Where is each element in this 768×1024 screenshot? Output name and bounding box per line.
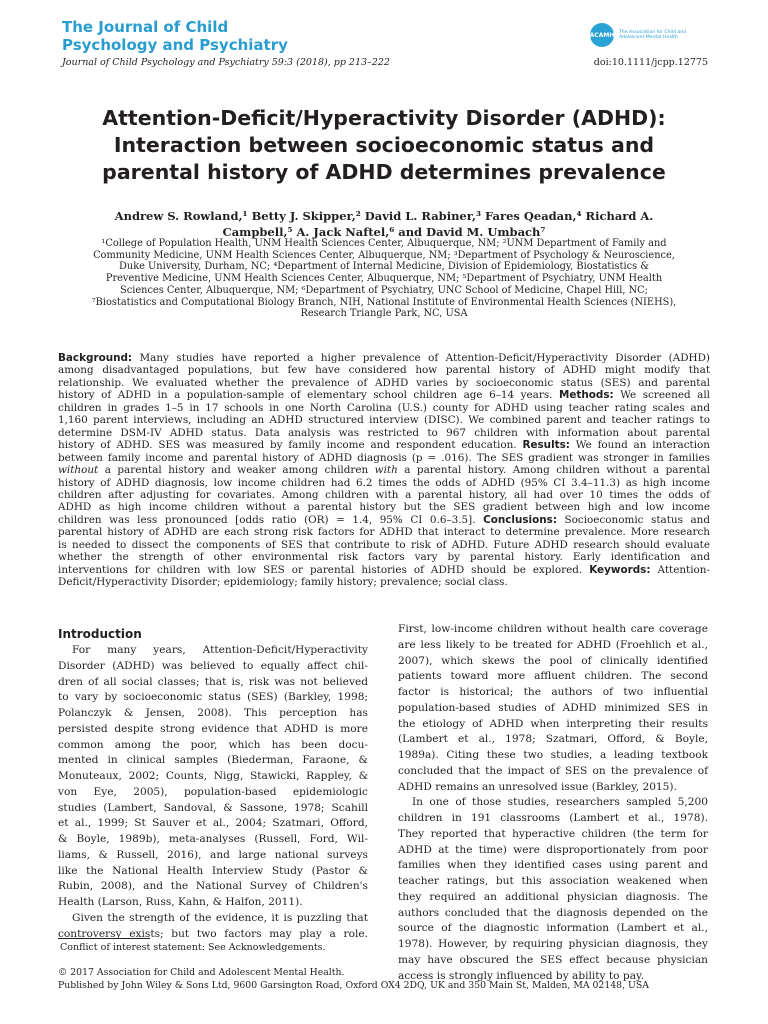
- journal-name: [62, 18, 288, 54]
- abstract-line: 1,160 parent interviews, including an ADHD structured interview (DISC). We combined parent and teacher ratings to: [58, 414, 710, 427]
- acamh-logo: [590, 22, 700, 48]
- affiliation-line: Preventive Medicine, UNM Health Sciences Center, Albuquerque, NM; ⁵Department of Psychiatry, UNM Health: [105, 273, 663, 285]
- body-line: mented in clinical samples (Biederman, Faraone, &: [58, 754, 368, 767]
- body-line: 1989a). Citing these two studies, a leading textbook: [398, 749, 708, 761]
- body-line: 1978). However, by requiring physician diagnosis, they: [398, 938, 708, 950]
- abstract-line: among disadvantaged populations, but few have considered how parental history of ADHD might modify that: [58, 364, 710, 377]
- abstract-line: interventions for children with low SES or parental histories of ADHD should be explored. Keywords: Attention-: [58, 563, 711, 576]
- abstract-line: whether the strength of other environmental risk factors vary by parental history. Early identification and: [58, 551, 710, 564]
- body-line: 2007), which skews the pool of clinically identified: [398, 654, 708, 667]
- affiliations: [56, 238, 712, 320]
- background-label: Background:: [58, 352, 133, 364]
- abstract-line: history of ADHD in a population-sample of elementary school children age 6–14 years. Methods: We screened all: [58, 389, 710, 402]
- acamh-logo-icon: ACAMH: [590, 23, 614, 47]
- affiliation-line: Duke University, Durham, NC; ⁴Department of Internal Medicine, Division of Epidemiology, Biostatistics &: [119, 261, 649, 273]
- copyright-line: © 2017 Association for Child and Adolescent Mental Health.: [58, 967, 345, 978]
- abstract-line: children in grades 1–5 in 17 schools in one North Carolina (U.S.) county for ADHD using teacher rating scales and: [58, 401, 710, 414]
- body-line: may have obscured the SES effect because physician: [398, 953, 708, 966]
- results-label: Results:: [522, 439, 570, 452]
- affiliation-line: Community Medicine, UNM Health Sciences Center, Albuquerque, NM; ³Department of Psychology & Neuroscience,: [93, 249, 675, 261]
- body-line: studies (Lambert, Sandoval, & Sassone, 1978; Scahill: [58, 801, 368, 814]
- copyright-block: [58, 967, 649, 992]
- affiliation-line: ⁷Biostatistics and Computational Biology Branch, NIH, National Institute of Environmental Health Sciences (NIEHS),: [91, 296, 677, 308]
- abstract-line: relationship. We evaluated whether the prevalence of ADHD varies by socioeconomic status (SES) and parental: [58, 376, 710, 389]
- body-line: ADHD remains an unresolved issue (Barkley, 2015).: [398, 780, 677, 793]
- body-line: Disorder (ADHD) was believed to equally affect chil-: [58, 659, 368, 672]
- body-line: access is strongly influenced by ability to pay.: [398, 969, 644, 982]
- body-line: controversy exists; but two factors may play a role.: [58, 927, 368, 940]
- body-line: dren of all social classes; that is, risk was not believed: [58, 675, 368, 688]
- body-line: they required an additional physician diagnosis. The: [398, 890, 708, 903]
- body-line: They reported that hyperactive children (the term for: [398, 827, 708, 840]
- affiliation-line: Research Triangle Park, NC, USA: [300, 308, 468, 320]
- conflict-of-interest-note: Conflict of interest statement: See Acknowledgements.: [60, 942, 326, 953]
- section-heading-introduction: Introduction: [58, 627, 142, 641]
- abstract-line: children was less pronounced [odds ratio (OR) = 1.4, 95% CI 0.6–3.5]. Conclusions: Socioeconomic status and: [58, 513, 710, 526]
- body-line: families when they identified cases using parent and: [398, 859, 708, 872]
- abstract-line: history of ADHD. SES was measured by family income and respondent education. Results: We found an interaction: [58, 439, 711, 452]
- body-line: population-based studies of ADHD minimized SES in: [398, 701, 708, 714]
- body-line: In one of those studies, researchers sampled 5,200: [412, 796, 708, 809]
- conclusions-label: Conclusions:: [483, 513, 557, 526]
- body-line: like the National Health Interview Study (Pastor &: [58, 864, 368, 877]
- body-line: von Eye, 2005), population-based epidemiologic: [58, 785, 368, 798]
- body-line: For many years, Attention-Deficit/Hyperactivity: [72, 644, 368, 656]
- body-line: ADHD at the time) were disproportionately from poor: [398, 843, 708, 856]
- body-line: are less likely to be treated for ADHD (Froehlich et al.,: [398, 638, 708, 651]
- journal-citation: Journal of Child Psychology and Psychiatry 59:3 (2018), pp 213–222: [62, 57, 390, 68]
- abstract: [58, 352, 710, 589]
- body-line: to vary by socioeconomic status (SES) (Barkley, 1998;: [58, 691, 368, 704]
- body-line: Given the strength of the evidence, it is puzzling that: [72, 911, 368, 924]
- methods-label: Methods:: [559, 389, 614, 402]
- body-line: Monuteaux, 2002; Counts, Nigg, Stawicki, Rappley, &: [58, 770, 368, 782]
- abstract-line: is needed to dissect the components of SES that contribute to risk of ADHD. Future ADHD research should evaluate: [58, 538, 710, 551]
- keywords-label: Keywords:: [589, 563, 651, 576]
- author-line: Andrew S. Rowland,¹ Betty J. Skipper,² David L. Rabiner,³ Fares Qeadan,⁴ Richard A.: [114, 209, 654, 223]
- body-line: common among the poor, which has been docu-: [58, 738, 368, 751]
- footnote-divider: [58, 938, 150, 939]
- abstract-line: Deficit/Hyperactivity Disorder; epidemiology; family history; prevalence; social class.: [58, 576, 508, 589]
- body-line: et al., 1999; St Sauver et al., 2004; Szatmari, Offord,: [58, 817, 368, 830]
- body-line: teacher ratings, but this association weakened when: [398, 875, 708, 887]
- affiliation-line: ¹College of Population Health, UNM Health Sciences Center, Albuquerque, NM; ²UNM Department of Family and: [101, 238, 667, 249]
- intro-left-column: [58, 626, 368, 942]
- article-title: [60, 105, 708, 186]
- body-line: concluded that the impact of SES on the prevalence of: [398, 764, 708, 777]
- body-line: persisted despite strong evidence that ADHD is more: [58, 722, 368, 735]
- body-line: Health (Larson, Russ, Kahn, & Halfon, 2011).: [58, 896, 303, 908]
- affiliation-line: Sciences Center, Albuquerque, NM; ⁶Department of Psychiatry, UNC School of Medicine, Chapel Hill, NC;: [120, 284, 648, 296]
- title-line: parental history of ADHD determines prevalence: [102, 160, 666, 184]
- abstract-line: without a parental history and weaker among children with a parental history. Among children without a parental: [58, 464, 710, 477]
- body-line: source of the diagnostic information (Lambert et al.,: [398, 922, 708, 935]
- journal-name-line2: Psychology and Psychiatry: [62, 36, 288, 54]
- author-list: [60, 208, 708, 240]
- abstract-line: Background: Many studies have reported a higher prevalence of Attention-Deficit/Hyperactivity Disorder (ADHD): [58, 352, 710, 364]
- body-line: the etiology of ADHD when interpreting their results: [398, 717, 708, 730]
- title-line: Attention-Deficit/Hyperactivity Disorder (ADHD):: [102, 106, 666, 130]
- title-line: Interaction between socioeconomic status and: [113, 133, 655, 157]
- author-line: Campbell,⁵ A. Jack Naftel,⁶ and David M. Umbach⁷: [222, 225, 546, 239]
- body-line: patients toward more affluent children. The second: [398, 670, 708, 683]
- abstract-line: ADHD as high income children without a parental history but the SES gradient between high and low income: [58, 501, 710, 514]
- abstract-line: parental history of ADHD are each strong risk factors for ADHD that interact to determine prevalence. More research: [58, 526, 710, 539]
- body-line: Polanczyk & Jensen, 2008). This perception has: [58, 707, 368, 719]
- journal-name-line1: The Journal of Child: [62, 18, 229, 36]
- abstract-line: history of ADHD diagnosis, low income children had 6.2 times the odds of ADHD (95% CI 3.4–11.3) as high income: [58, 476, 710, 489]
- body-line: authors concluded that the diagnosis depended on the: [398, 906, 708, 919]
- body-line: liams, & Russell, 2016), and large national surveys: [58, 848, 368, 861]
- abstract-line: between family income and parental history of ADHD diagnosis (p = .016). The SES gradient was stronger in families: [58, 451, 710, 464]
- acamh-logo-text: The Association for Child and Adolescent Mental Health: [619, 29, 687, 40]
- abstract-line: determine DSM-IV ADHD status. Data analysis was restricted to 967 children with information about parental: [58, 426, 710, 439]
- body-line: children in 191 classrooms (Lambert et al., 1978).: [398, 812, 708, 824]
- intro-right-column: [398, 622, 708, 984]
- body-line: First, low-income children without health care coverage: [398, 623, 708, 635]
- abstract-line: children after adjusting for covariates. Among children with a parental history, all had over 10 times the odds of: [58, 488, 710, 501]
- body-line: Rubin, 2008), and the National Survey of Children's: [58, 880, 368, 893]
- body-line: factor is historical; the authors of two influential: [398, 686, 708, 698]
- publisher-line: Published by John Wiley & Sons Ltd, 9600 Garsington Road, Oxford OX4 2DQ, UK and 350 Main St, Malden, MA 02148, USA: [58, 979, 649, 991]
- doi: doi:10.1111/jcpp.12775: [593, 57, 708, 68]
- body-line: & Boyle, 1989b), meta-analyses (Russell, Ford, Wil-: [58, 833, 368, 845]
- body-line: (Lambert et al., 1978; Szatmari, Offord, & Boyle,: [398, 733, 708, 746]
